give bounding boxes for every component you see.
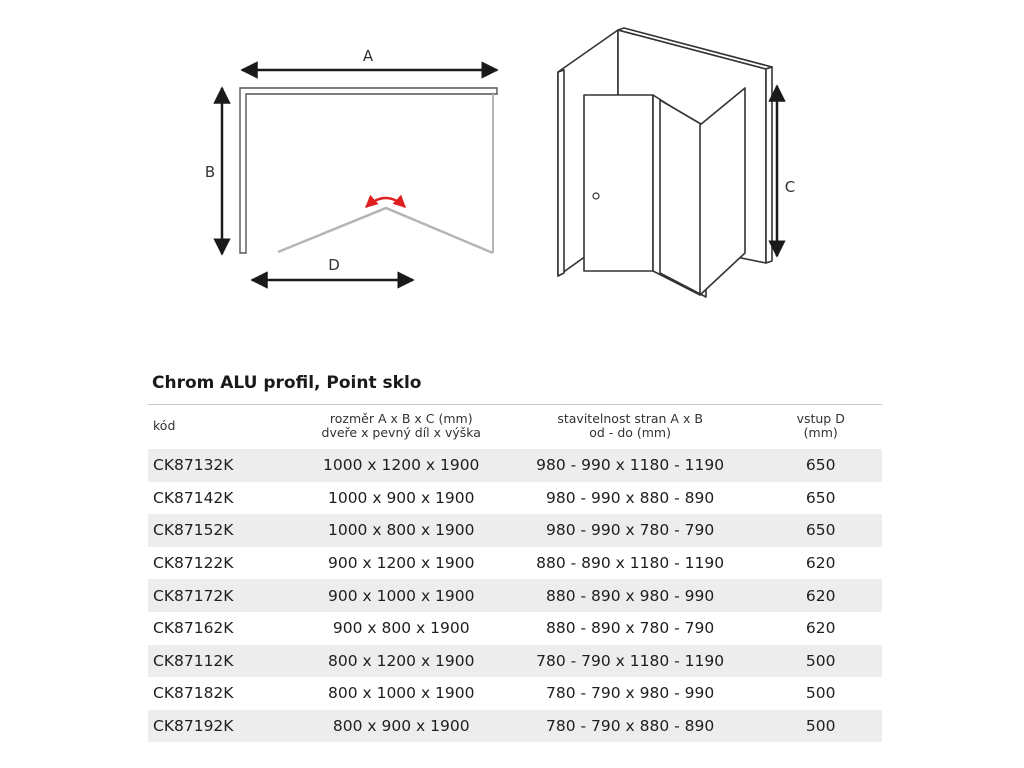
table-row — [148, 482, 882, 515]
table-row — [148, 677, 882, 710]
cell-entry: 620 — [805, 554, 836, 573]
header-entry — [759, 405, 882, 450]
table-header-row — [148, 405, 882, 450]
dimension-d-label: D — [328, 256, 340, 274]
cell-adjust: 880 - 890 x 780 - 790 — [546, 619, 715, 638]
cell-adjust: 980 - 990 x 1180 - 1190 — [501, 449, 760, 482]
shower-enclosure-diagram — [0, 0, 1024, 340]
cell-adjust: 980 - 990 x 780 - 790 — [501, 514, 760, 547]
folding-door-panels — [278, 208, 493, 253]
header-adjust — [501, 405, 760, 450]
header-size-line2: dveře x pevný díl x výška — [321, 425, 481, 440]
right-wall-side — [766, 67, 772, 263]
product-series-title: Chrom ALU profil, Point sklo — [152, 373, 422, 393]
cell-size: 1000 x 900 x 1900 — [327, 488, 475, 507]
table-row — [148, 579, 882, 612]
table-row — [148, 645, 882, 678]
floor-plan — [205, 47, 497, 280]
door-handle-icon — [593, 193, 599, 199]
header-code-label: kód — [153, 418, 176, 433]
cell-adjust: 880 - 890 x 980 - 990 — [501, 579, 760, 612]
cell-size: 800 x 1200 x 1900 — [302, 645, 501, 678]
fixed-side-panel — [700, 88, 745, 295]
cell-code: CK87192K — [148, 710, 302, 743]
cell-code: CK87172K — [148, 579, 302, 612]
cell-code: CK87162K — [153, 619, 234, 638]
cell-adjust: 980 - 990 x 880 - 890 — [546, 488, 715, 507]
cell-code: CK87152K — [148, 514, 302, 547]
header-size — [302, 405, 501, 450]
cell-entry: 620 — [759, 579, 882, 612]
table-row — [148, 514, 882, 547]
cell-size: 1000 x 800 x 1900 — [302, 514, 501, 547]
header-code — [148, 405, 302, 450]
cell-code: CK87112K — [148, 645, 302, 678]
cell-adjust: 780 - 790 x 980 - 990 — [546, 684, 715, 703]
cell-size: 900 x 800 x 1900 — [332, 619, 470, 638]
cell-adjust: 780 - 790 x 1180 - 1190 — [501, 645, 760, 678]
cell-size: 900 x 1000 x 1900 — [302, 579, 501, 612]
header-adjust-line1: stavitelnost stran A x B — [557, 411, 703, 426]
cell-entry: 650 — [759, 514, 882, 547]
header-size-line1: rozměr A x B x C (mm) — [329, 411, 473, 426]
cell-size: 900 x 1200 x 1900 — [327, 554, 475, 573]
cell-code: CK87122K — [153, 554, 234, 573]
dimension-c-label: C — [784, 178, 796, 196]
cell-code: CK87182K — [153, 684, 234, 703]
rotation-arrow-icon — [366, 198, 405, 207]
cell-code: CK87132K — [148, 449, 302, 482]
header-adjust-line2: od - do (mm) — [589, 425, 671, 440]
bifold-panel-outer — [660, 100, 706, 297]
dimension-a-label: A — [362, 47, 374, 65]
cell-entry: 620 — [805, 619, 836, 638]
door-panel — [584, 95, 653, 271]
cell-code: CK87142K — [153, 488, 234, 507]
wall-profile — [240, 88, 497, 253]
cell-adjust: 780 - 790 x 880 - 890 — [501, 710, 760, 743]
cell-entry: 650 — [805, 488, 836, 507]
cell-size: 800 x 1000 x 1900 — [327, 684, 475, 703]
cell-entry: 500 — [759, 645, 882, 678]
table-row — [148, 449, 882, 482]
cell-entry: 500 — [805, 684, 836, 703]
cell-entry: 500 — [759, 710, 882, 743]
header-entry-line2: (mm) — [803, 425, 838, 440]
left-wall-edge — [558, 70, 564, 276]
cell-size: 1000 x 1200 x 1900 — [302, 449, 501, 482]
table-row — [148, 547, 882, 580]
cell-entry: 650 — [759, 449, 882, 482]
table-row — [148, 612, 882, 645]
cell-adjust: 880 - 890 x 1180 - 1190 — [536, 554, 725, 573]
cell-size: 800 x 900 x 1900 — [302, 710, 501, 743]
product-spec-table — [148, 404, 882, 742]
isometric-view — [558, 28, 772, 297]
table-row — [148, 710, 882, 743]
header-entry-line1: vstup D — [796, 411, 845, 426]
dimension-b-label: B — [204, 163, 216, 181]
